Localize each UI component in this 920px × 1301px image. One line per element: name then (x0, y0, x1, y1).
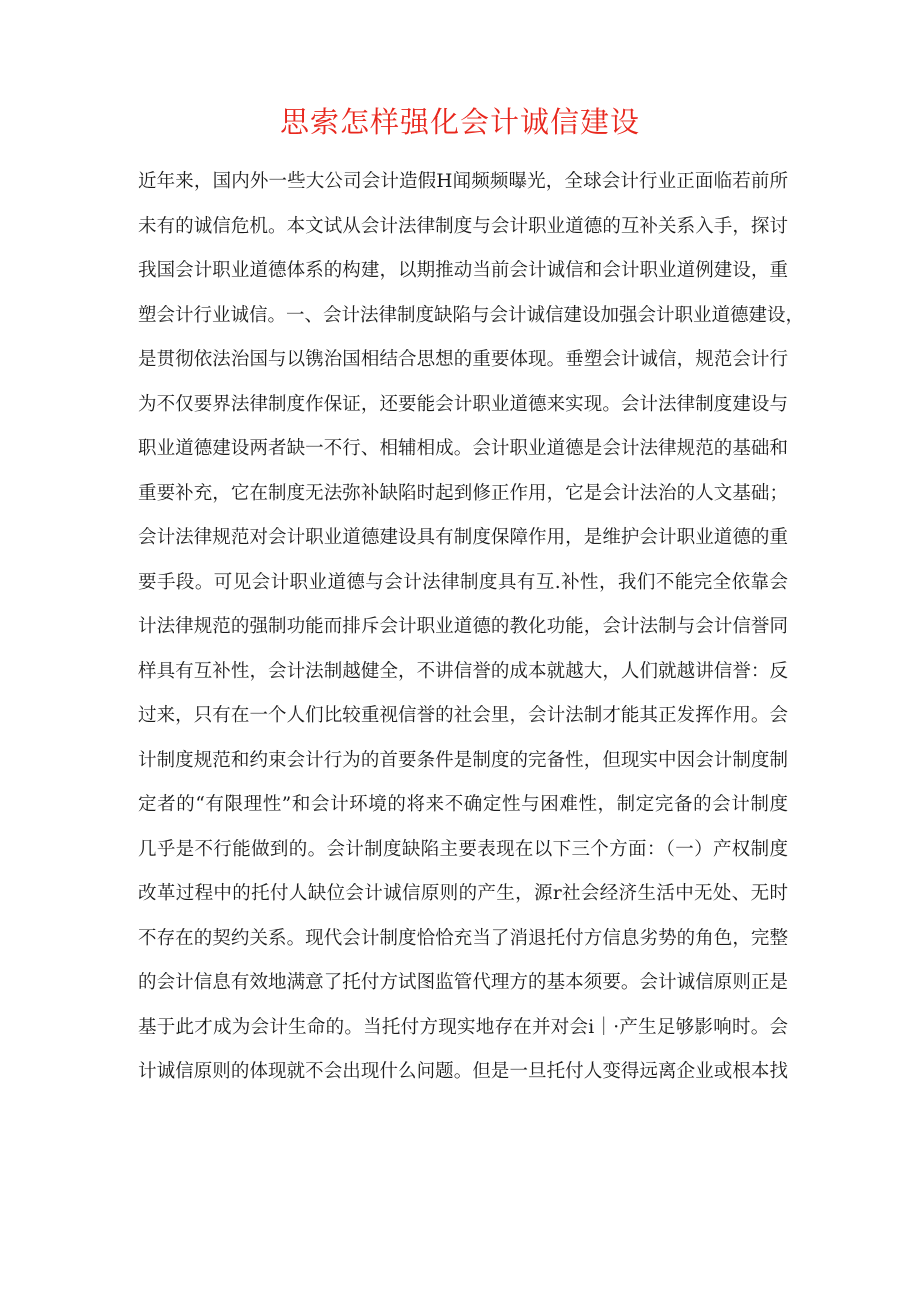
body-line: 要手段。可见会计职业道德与会计法律制度具有互.补性，我们不能完全依靠会 (138, 571, 788, 593)
body-line: 定者的“有限理性”和会计环境的将来不确定性与困难性，制定完备的会计制度 (138, 794, 788, 815)
body-line: 未有的诚信危机。本文试从会计法律制度与会计职业道德的互补关系入手，探讨 (138, 215, 788, 237)
body-line: 几乎是不行能做到的。会计制度缺陷主要表现在以下三个方面：（一）产权制度 (138, 838, 788, 860)
document-body (138, 160, 805, 1095)
body-line: 改革过程中的托付人缺位会计诚信原则的产生，源r社会经济生活中无处、无时 (138, 883, 788, 904)
body-line: 计诚信原则的体现就不会出现什么问题。但是一旦托付人变得远离企业或根本找 (138, 1061, 788, 1082)
body-line: 的会计信息有效地满意了托付方试图监管代理方的基本须要。会计诚信原则正是 (138, 972, 788, 993)
body-line: 职业道德建设两者缺一不行、相辅相成。会计职业道德是会计法律规范的基础和 (138, 438, 788, 459)
body-line: 不存在的契约关系。现代会计制度恰恰充当了消退托付方信息劣势的角色，完整 (138, 927, 788, 949)
body-line: 样具有互补性，会计法制越健全，不讲信誉的成本就越大，人们就越讲信誉：反 (138, 660, 788, 682)
document-title: 思索怎样强化会计诚信建设 (279, 105, 640, 139)
body-line: 是贯彻依法治国与以镌治国相结合思想的重要体现。垂塑会计诚信，规范会计行 (138, 349, 788, 370)
body-line: 会计法律规范对会计职业道德建设具有制度保障作用，是维护会计职业道德的重 (138, 527, 788, 548)
body-line: 计法律规范的强制功能而排斥会计职业道德的教化功能，会计法制与会计信誉同 (138, 616, 788, 637)
body-line: 计制度规范和约束会计行为的首要条件是制度的完备性，但现实中因会计制度制 (138, 749, 788, 771)
body-line: 重要补充，它在制度无法弥补缺陷时起到修正作用，它是会计法治的人文基础； (138, 482, 788, 504)
body-line: 过来，只有在一个人们比较重视信誉的社会里，会计法制才能其正发挥作用。会 (138, 705, 788, 726)
body-line: 我国会计职业道德体系的构建，以期推动当前会计诚信和会计职业道例建设，重 (138, 260, 788, 281)
body-line: 近年来，国内外一些大公司会计造假H闻频频曝光，全球会计行业正面临若前所 (138, 171, 788, 192)
body-line: 为不仅要界法律制度作保证，还要能会计职业道德来实现。会计法律制度建设与 (138, 393, 788, 415)
body-line: 基于此才成为会计生命的。当托付方现实地存在并对会i｜·产生足够影响时。会 (138, 1016, 788, 1038)
body-line: 塑会计行业诚信。一、会计法律制度缺陷与会计诚信建设加强会计职业道德建设， (138, 304, 805, 326)
